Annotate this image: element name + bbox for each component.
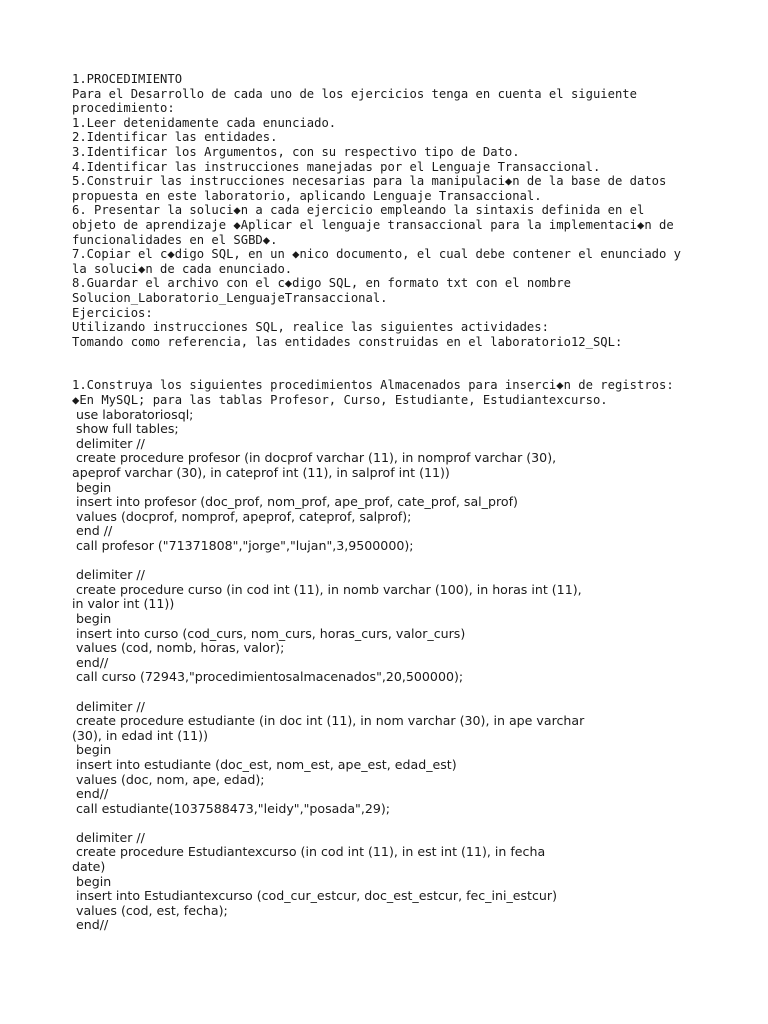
procedure-step: 4.Identificar las instrucciones manejadas por el Lenguaje Transaccional. <box>72 159 601 174</box>
code-line: values (doc, nom, ape, edad); <box>72 771 265 787</box>
code-line: delimiter // <box>72 567 145 583</box>
code-line: values (cod, est, fecha); <box>72 902 228 918</box>
code-line: end// <box>72 786 109 802</box>
code-line: insert into estudiante (doc_est, nom_est, ape_est, edad_est) <box>72 756 457 772</box>
code-line: apeprof varchar (30), in cateprof int (11), in salprof int (11)) <box>72 465 450 481</box>
procedure-step: 6. Presentar la soluci◆n a cada ejercicio empleando la sintaxis definida en el <box>72 203 645 218</box>
code-line: create procedure Estudiantexcurso (in cod int (11), in est int (11), in fecha <box>72 844 546 860</box>
code-line: insert into Estudiantexcurso (cod_cur_estcur, doc_est_estcur, fec_ini_estcur) <box>72 888 557 904</box>
code-line: use laboratoriosql; <box>72 406 194 422</box>
spacer <box>72 554 712 569</box>
spacer <box>72 685 712 700</box>
text-line: Solucion_Laboratorio_LenguajeTransaccional. <box>72 290 388 305</box>
code-line: create procedure profesor (in docprof varchar (11), in nomprof varchar (30), <box>72 450 557 466</box>
exercise-line: 1.Construya los siguientes procedimientos Almacenados para inserci◆n de registros: <box>72 378 674 393</box>
code-line: call estudiante(1037588473,"leidy","posada",29); <box>72 800 391 816</box>
code-line: delimiter // <box>72 435 145 451</box>
section-heading: 1.PROCEDIMIENTO <box>72 72 183 86</box>
code-line: insert into curso (cod_curs, nom_curs, horas_curs, valor_curs) <box>72 625 466 641</box>
code-line: begin <box>72 610 112 626</box>
code-line: end // <box>72 523 113 539</box>
text-line: procedimiento: <box>72 101 175 116</box>
code-line: begin <box>72 479 112 495</box>
text-line: la soluci◆n de cada enunciado. <box>72 261 293 276</box>
code-line: call curso (72943,"procedimientosalmacenados",20,500000); <box>72 669 464 685</box>
code-block-estudiantexcurso <box>72 831 712 933</box>
procedure-step: 3.Identificar los Argumentos, con su respectivo tipo de Dato. <box>72 144 520 159</box>
code-line: (30), in edad int (11)) <box>72 727 208 743</box>
code-line: call profesor ("71371808","jorge","lujan",3,9500000); <box>72 538 414 553</box>
text-line: Para el Desarrollo de cada uno de los ejercicios tenga en cuenta el siguiente <box>72 86 637 101</box>
text-line: objeto de aprendizaje ◆Aplicar el lenguaje transaccional para la implementaci◆n de <box>72 217 674 232</box>
procedure-step: 1.Leer detenidamente cada enunciado. <box>72 115 337 130</box>
intro-section <box>72 72 712 349</box>
exercise-statement <box>72 378 712 407</box>
code-line: in valor int (11)) <box>72 596 175 612</box>
code-line: end// <box>72 654 109 670</box>
code-line: end// <box>72 917 109 933</box>
code-line: delimiter // <box>72 698 145 714</box>
procedure-step: 7.Copiar el c◆digo SQL, en un ◆nico documento, el cual debe contener el enunciado y <box>72 247 682 262</box>
code-line: values (docprof, nomprof, apeprof, cateprof, salprof); <box>72 508 412 524</box>
code-line: insert into profesor (doc_prof, nom_prof, ape_prof, cate_prof, sal_prof) <box>72 494 518 510</box>
procedure-step: 8.Guardar el archivo con el c◆digo SQL, en formato txt con el nombre <box>72 276 571 291</box>
code-block-profesor <box>72 408 712 554</box>
text-line: propuesta en este laboratorio, aplicando Lenguaje Transaccional. <box>72 188 542 203</box>
code-line: begin <box>72 873 112 889</box>
code-block-estudiante <box>72 700 712 817</box>
code-line: create procedure estudiante (in doc int (11), in nom varchar (30), in ape varchar <box>72 713 585 729</box>
code-line: show full tables; <box>72 421 179 437</box>
text-line: Utilizando instrucciones SQL, realice las siguientes actividades: <box>72 320 549 335</box>
text-line: funcionalidades en el SGBD◆. <box>72 232 278 247</box>
exercise-line: ◆En MySQL; para las tablas Profesor, Curso, Estudiante, Estudiantexcurso. <box>72 393 608 408</box>
code-line: date) <box>72 859 106 875</box>
spacer <box>72 349 712 378</box>
procedure-step: 2.Identificar las entidades. <box>72 130 278 145</box>
code-block-curso <box>72 568 712 685</box>
code-line: delimiter // <box>72 829 145 845</box>
code-line: create procedure curso (in cod int (11), in nomb varchar (100), in horas int (11), <box>72 581 582 597</box>
spacer <box>72 816 712 831</box>
exercises-heading: Ejercicios: <box>72 305 153 320</box>
code-line: begin <box>72 742 112 758</box>
procedure-step: 5.Construir las instrucciones necesarias para la manipulaci◆n de la base de datos <box>72 174 667 189</box>
code-line: values (cod, nomb, horas, valor); <box>72 640 285 656</box>
text-line: Tomando como referencia, las entidades construidas en el laboratorio12_SQL: <box>72 334 623 349</box>
document-body <box>72 72 712 933</box>
